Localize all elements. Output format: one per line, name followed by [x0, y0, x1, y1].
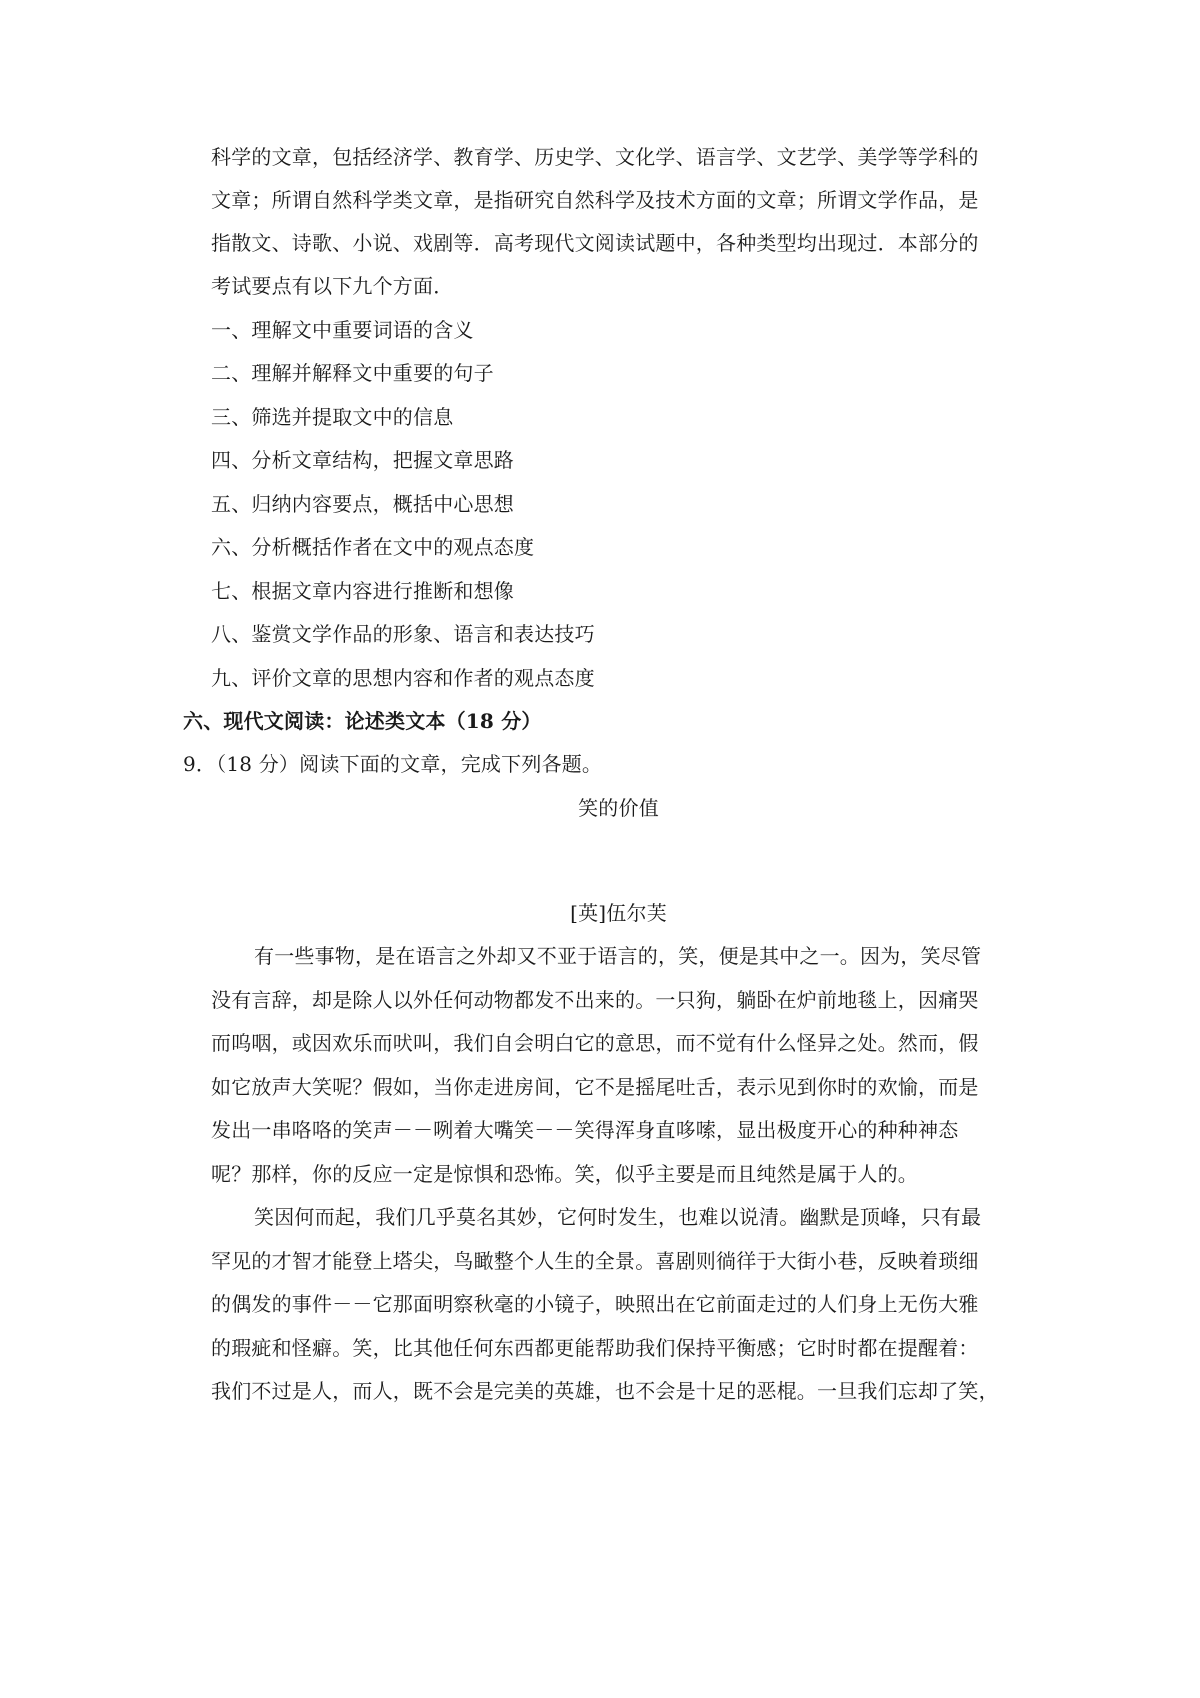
exam-point: 九、评价文章的思想内容和作者的观点态度 [211, 666, 595, 690]
paragraph-line: 如它放声大笑呢？假如，当你走进房间，它不是摇尾吐舌，表示见到你时的欢愉，而是 [211, 1075, 979, 1099]
paragraph-line: 而呜咽，或因欢乐而吠叫，我们自会明白它的意思，而不觉有什么怪异之处。然而，假 [211, 1031, 979, 1055]
paragraph-line: 的瑕疵和怪癖。笑，比其他任何东西都更能帮助我们保持平衡感；它时时都在提醒着： [211, 1336, 979, 1360]
exam-point: 五、归纳内容要点，概括中心思想 [211, 492, 514, 516]
exam-point: 四、分析文章结构，把握文章思路 [211, 448, 514, 472]
paragraph-line: 有一些事物，是在语言之外却又不亚于语言的，笑，便是其中之一。因为，笑尽管 [254, 944, 982, 968]
paragraph-line: 罕见的才智才能登上塔尖，鸟瞰整个人生的全景。喜剧则徜徉于大街小巷，反映着琐细 [211, 1249, 979, 1273]
paragraph-line: 呢？那样，你的反应一定是惊惧和恐怖。笑，似乎主要是而且纯然是属于人的。 [211, 1162, 918, 1186]
paragraph-line: 我们不过是人，而人，既不会是完美的英雄，也不会是十足的恶棍。一旦我们忘却了笑， [211, 1379, 999, 1403]
exam-point: 二、理解并解释文中重要的句子 [211, 361, 494, 385]
exam-point: 八、鉴赏文学作品的形象、语言和表达技巧 [211, 622, 595, 646]
article-title: 笑的价值 [578, 796, 659, 820]
intro-line: 指散文、诗歌、小说、戏剧等．高考现代文阅读试题中，各种类型均出现过．本部分的 [211, 231, 979, 255]
paragraph-line: 没有言辞，却是除人以外任何动物都发不出来的。一只狗，躺卧在炉前地毯上，因痛哭 [211, 988, 979, 1012]
section-heading: 六、现代文阅读：论述类文本（18 分） [183, 709, 542, 733]
article-author: [英]伍尔芙 [570, 901, 667, 925]
paragraph-line: 的偶发的事件－－它那面明察秋毫的小镜子，映照出在它前面走过的人们身上无伤大雅 [211, 1292, 979, 1316]
exam-point: 一、理解文中重要词语的含义 [211, 318, 474, 342]
exam-point: 六、分析概括作者在文中的观点态度 [211, 535, 535, 559]
exam-point: 七、根据文章内容进行推断和想像 [211, 579, 514, 603]
paragraph-line: 发出一串咯咯的笑声－－咧着大嘴笑－－笑得浑身直哆嗦，显出极度开心的种种神态 [211, 1118, 959, 1142]
question-prompt: 9．（18 分）阅读下面的文章，完成下列各题。 [183, 752, 603, 776]
intro-line: 科学的文章，包括经济学、教育学、历史学、文化学、语言学、文艺学、美学等学科的 [211, 145, 979, 169]
exam-point: 三、筛选并提取文中的信息 [211, 405, 454, 429]
paragraph-line: 笑因何而起，我们几乎莫名其妙，它何时发生，也难以说清。幽默是顶峰，只有最 [254, 1205, 982, 1229]
intro-line: 文章；所谓自然科学类文章，是指研究自然科学及技术方面的文章；所谓文学作品，是 [211, 188, 979, 212]
intro-line: 考试要点有以下九个方面． [211, 274, 454, 298]
